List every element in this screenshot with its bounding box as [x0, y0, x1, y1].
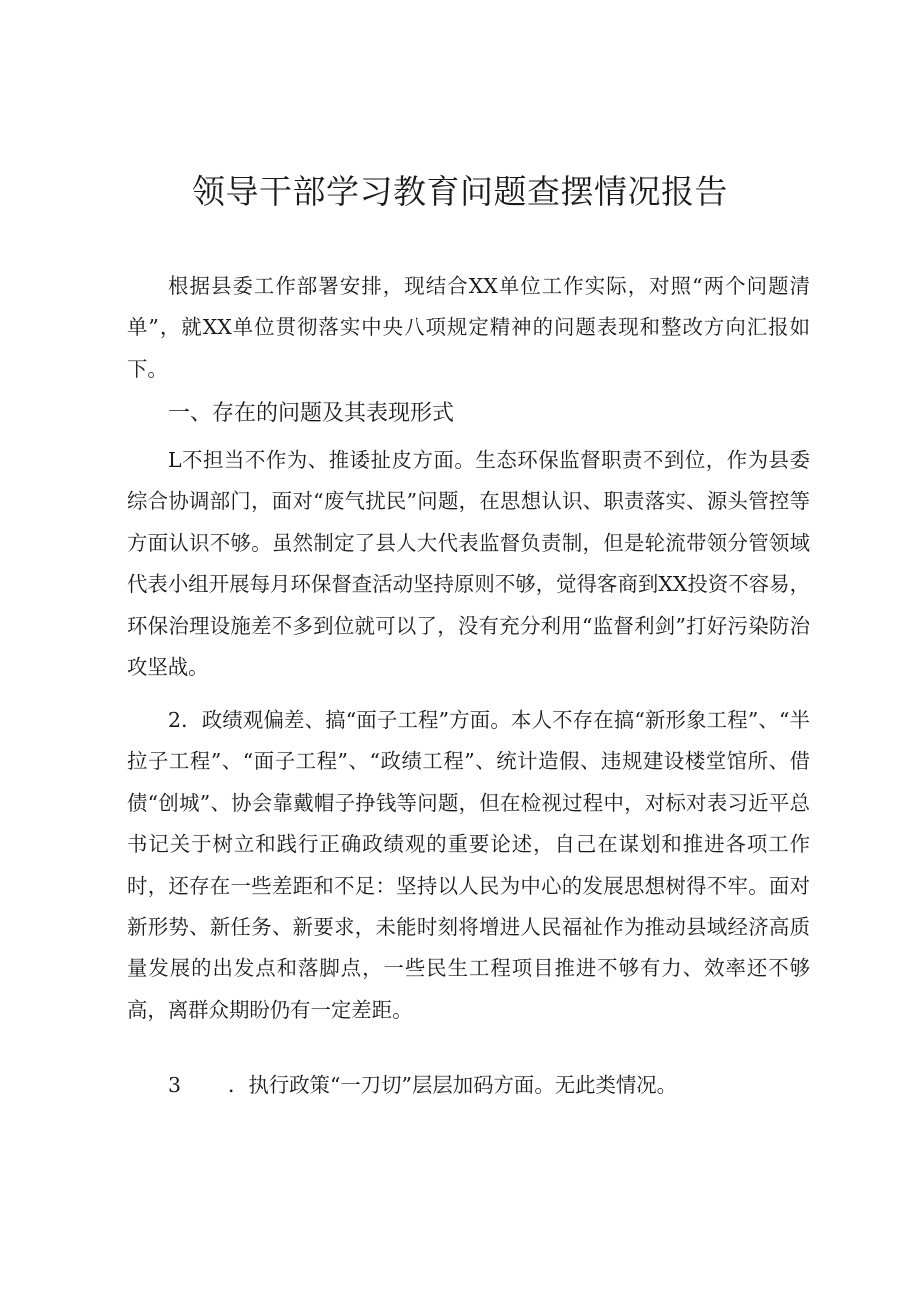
intro-paragraph: 根据县委工作部署安排，现结合XX单位工作实际，对照“两个问题清单”，就XX单位贯彻落实中央八项规定精神的问题表现和整改方向汇报如下。: [127, 274, 810, 381]
document-title: 领导干部学习教育问题查摆情况报告: [192, 172, 728, 211]
item-1-paragraph: L不担当不作为、推诿扯皮方面。生态环保监督职责不到位，作为县委综合协调部门，面对“废气扰民”问题，在思想认识、职责落实、源头管控等方面认识不够。虽然制定了县人大代表监督负责制，但是轮流带领分管领域代表小组开展每月环保督查活动坚持原则不够，觉得客商到XX投资不容易，环保治理设施差不多到位就可以了，没有充分利用“监督利剑”打好污染防治攻坚战。: [127, 448, 810, 680]
item-3-text: ．执行政策“一刀切”层层加码方面。无此类情况。: [228, 1073, 678, 1097]
item-3-paragraph: [168, 1065, 677, 1105]
item-2-paragraph: 2．政绩观偏差、搞“面子工程”方面。本人不存在搞“新形象工程”、“半拉子工程”、“面子工程”、“政绩工程”、统计造假、违规建设楼堂馆所、借债“创城”、协会靠戴帽子挣钱等问题，但在检视过程中，对标对表习近平总书记关于树立和践行正确政绩观的重要论述，自己在谋划和推进各项工作时，还存在一些差距和不足：坚持以人民为中心的发展思想树得不牢。面对新形势、新任务、新要求，未能时刻将增进人民福祉作为推动县域经济高质量发展的出发点和落脚点，一些民生工程项目推进不够有力、效率还不够高，离群众期盼仍有一定差距。: [127, 708, 810, 1022]
item-3-number: 3: [168, 1073, 181, 1097]
section-heading: 一、存在的问题及其表现形式: [168, 401, 455, 426]
